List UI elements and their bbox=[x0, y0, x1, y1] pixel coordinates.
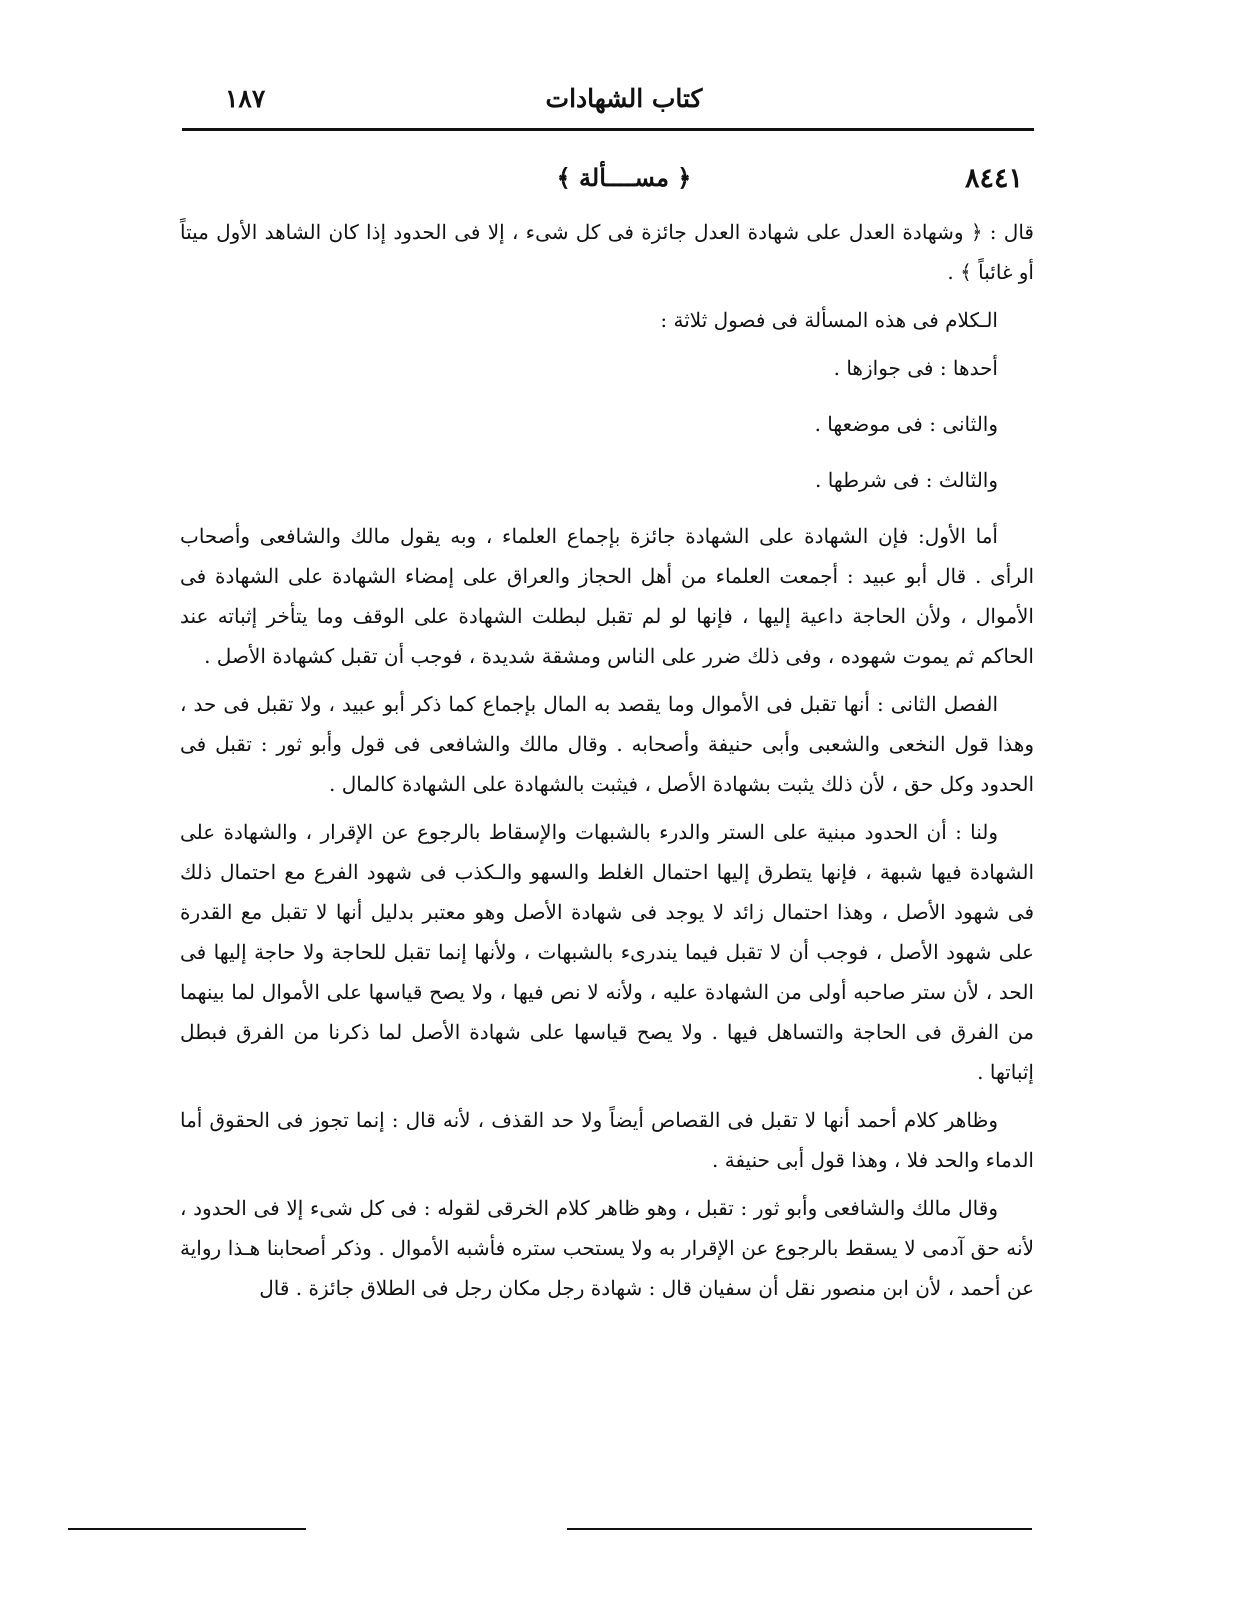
paragraph-item-2: والثانى : فى موضعها . bbox=[814, 412, 998, 436]
paragraph-item-1: أحدها : فى جوازها . bbox=[833, 356, 998, 380]
paragraph-item-3: والثالث : فى شرطها . bbox=[815, 468, 998, 492]
paragraph: وظاهر كلام أحمد أنها لا تقبل فى القصاص أيضاً ولا حد القذف ، لأنه قال : إنما تجوز فى الحقوق أما الدماء والحد فلا ، وهذا قول أبى حنيفة . bbox=[180, 1108, 1034, 1172]
body-text bbox=[180, 212, 1034, 1316]
paragraph: الفصل الثانى : أنها تقبل فى الأموال وما يقصد به المال بإجماع كما ذكر أبو عبيد ، ولا تقبل فى حد ، وهذا قول النخعى والشعبى وأبى حنيفة وأصحابه . وقال مالك والشافعى فى قول وأبو ثور : تقبل فى الحدود وكل حق ، لأن ذلك يثبت بشهادة الأصل ، فيثبت بالشهادة على الشهادة كالمال . bbox=[180, 692, 1034, 796]
paragraph: ولنا : أن الحدود مبنية على الستر والدرء بالشبهات والإسقاط بالرجوع عن الإقرار ، والشهادة على الشهادة فيها شبهة ، فإنها يتطرق إليها احتمال الغلط والسهو والـكذب فى شهود الفرع مع احتمال ذلك فى شهود الأصل ، وهذا احتمال زائد لا يوجد فى شهادة الأصل وهو معتبر بدليل أنها لا تقبل مع القدرة على شهود الأصل ، فوجب أن لا تقبل فيما يندرىء بالشبهات ، ولأنها إنما تقبل للحاجة ولا حاجة إليها فى الحد ، لأن ستر صاحبه أولى من الشهادة عليه ، ولأنه لا نص فيها ، ولا يصح قياسها على الأموال لما بينهما من الفرق فى الحاجة والتساهل فيها . ولا يصح قياسها على شهادة الأصل لما ذكرنا من الفرق فبطل إثباتها . bbox=[180, 820, 1034, 1084]
paragraph: أما الأول: فإن الشهادة على الشهادة جائزة بإجماع العلماء ، وبه يقول مالك والشافعى وأصحاب الرأى . قال أبو عبيد : أجمعت العلماء من أهل الحجاز والعراق على إمضاء الشهادة على الشهادة فى الأموال ، ولأن الحاجة داعية إليها ، فإنها لو لم تقبل لبطلت الشهادة على الوقف وما يتأخر إثباته عند الحاكم ثم يموت شهوده ، وفى ذلك ضرر على الناس ومشقة شديدة ، فوجب أن تقبل كشهادة الأصل . bbox=[180, 524, 1034, 668]
footnote-rule-left bbox=[68, 1528, 306, 1530]
running-title: كتاب الشهادات bbox=[545, 84, 703, 113]
page-number: ١٨٧ bbox=[225, 84, 266, 113]
paragraph: وقال مالك والشافعى وأبو ثور : تقبل ، وهو ظاهر كلام الخرقى لقوله : فى كل شىء إلا فى الحدود ، لأنه حق آدمى لا يسقط بالرجوع عن الإقرار به ولا يستحب ستره فأشبه الأموال . وذكر أصحابنا هـذا رواية عن أحمد ، لأن ابن منصور نقل أن سفيان قال : شهادة رجل مكان رجل فى الطلاق جائزة . قال bbox=[180, 1196, 1034, 1300]
issue-number: ٨٤٤١ bbox=[964, 163, 1023, 194]
paragraph-intro: الـكلام فى هذه المسألة فى فصول ثلاثة : bbox=[660, 308, 998, 332]
paragraph-matn: قال : ﴿ وشهادة العدل على شهادة العدل جائزة فى كل شىء ، إلا فى الحدود إذا كان الشاهد الأول ميتاً أو غائباً ﴾ . bbox=[180, 220, 1034, 284]
issue-heading: ﴿ مســــألة ﴾ bbox=[556, 163, 692, 192]
footnote-rule-right bbox=[567, 1528, 1032, 1530]
issue-line bbox=[215, 163, 1033, 199]
page-header bbox=[215, 84, 1033, 120]
header-rule bbox=[182, 128, 1034, 131]
